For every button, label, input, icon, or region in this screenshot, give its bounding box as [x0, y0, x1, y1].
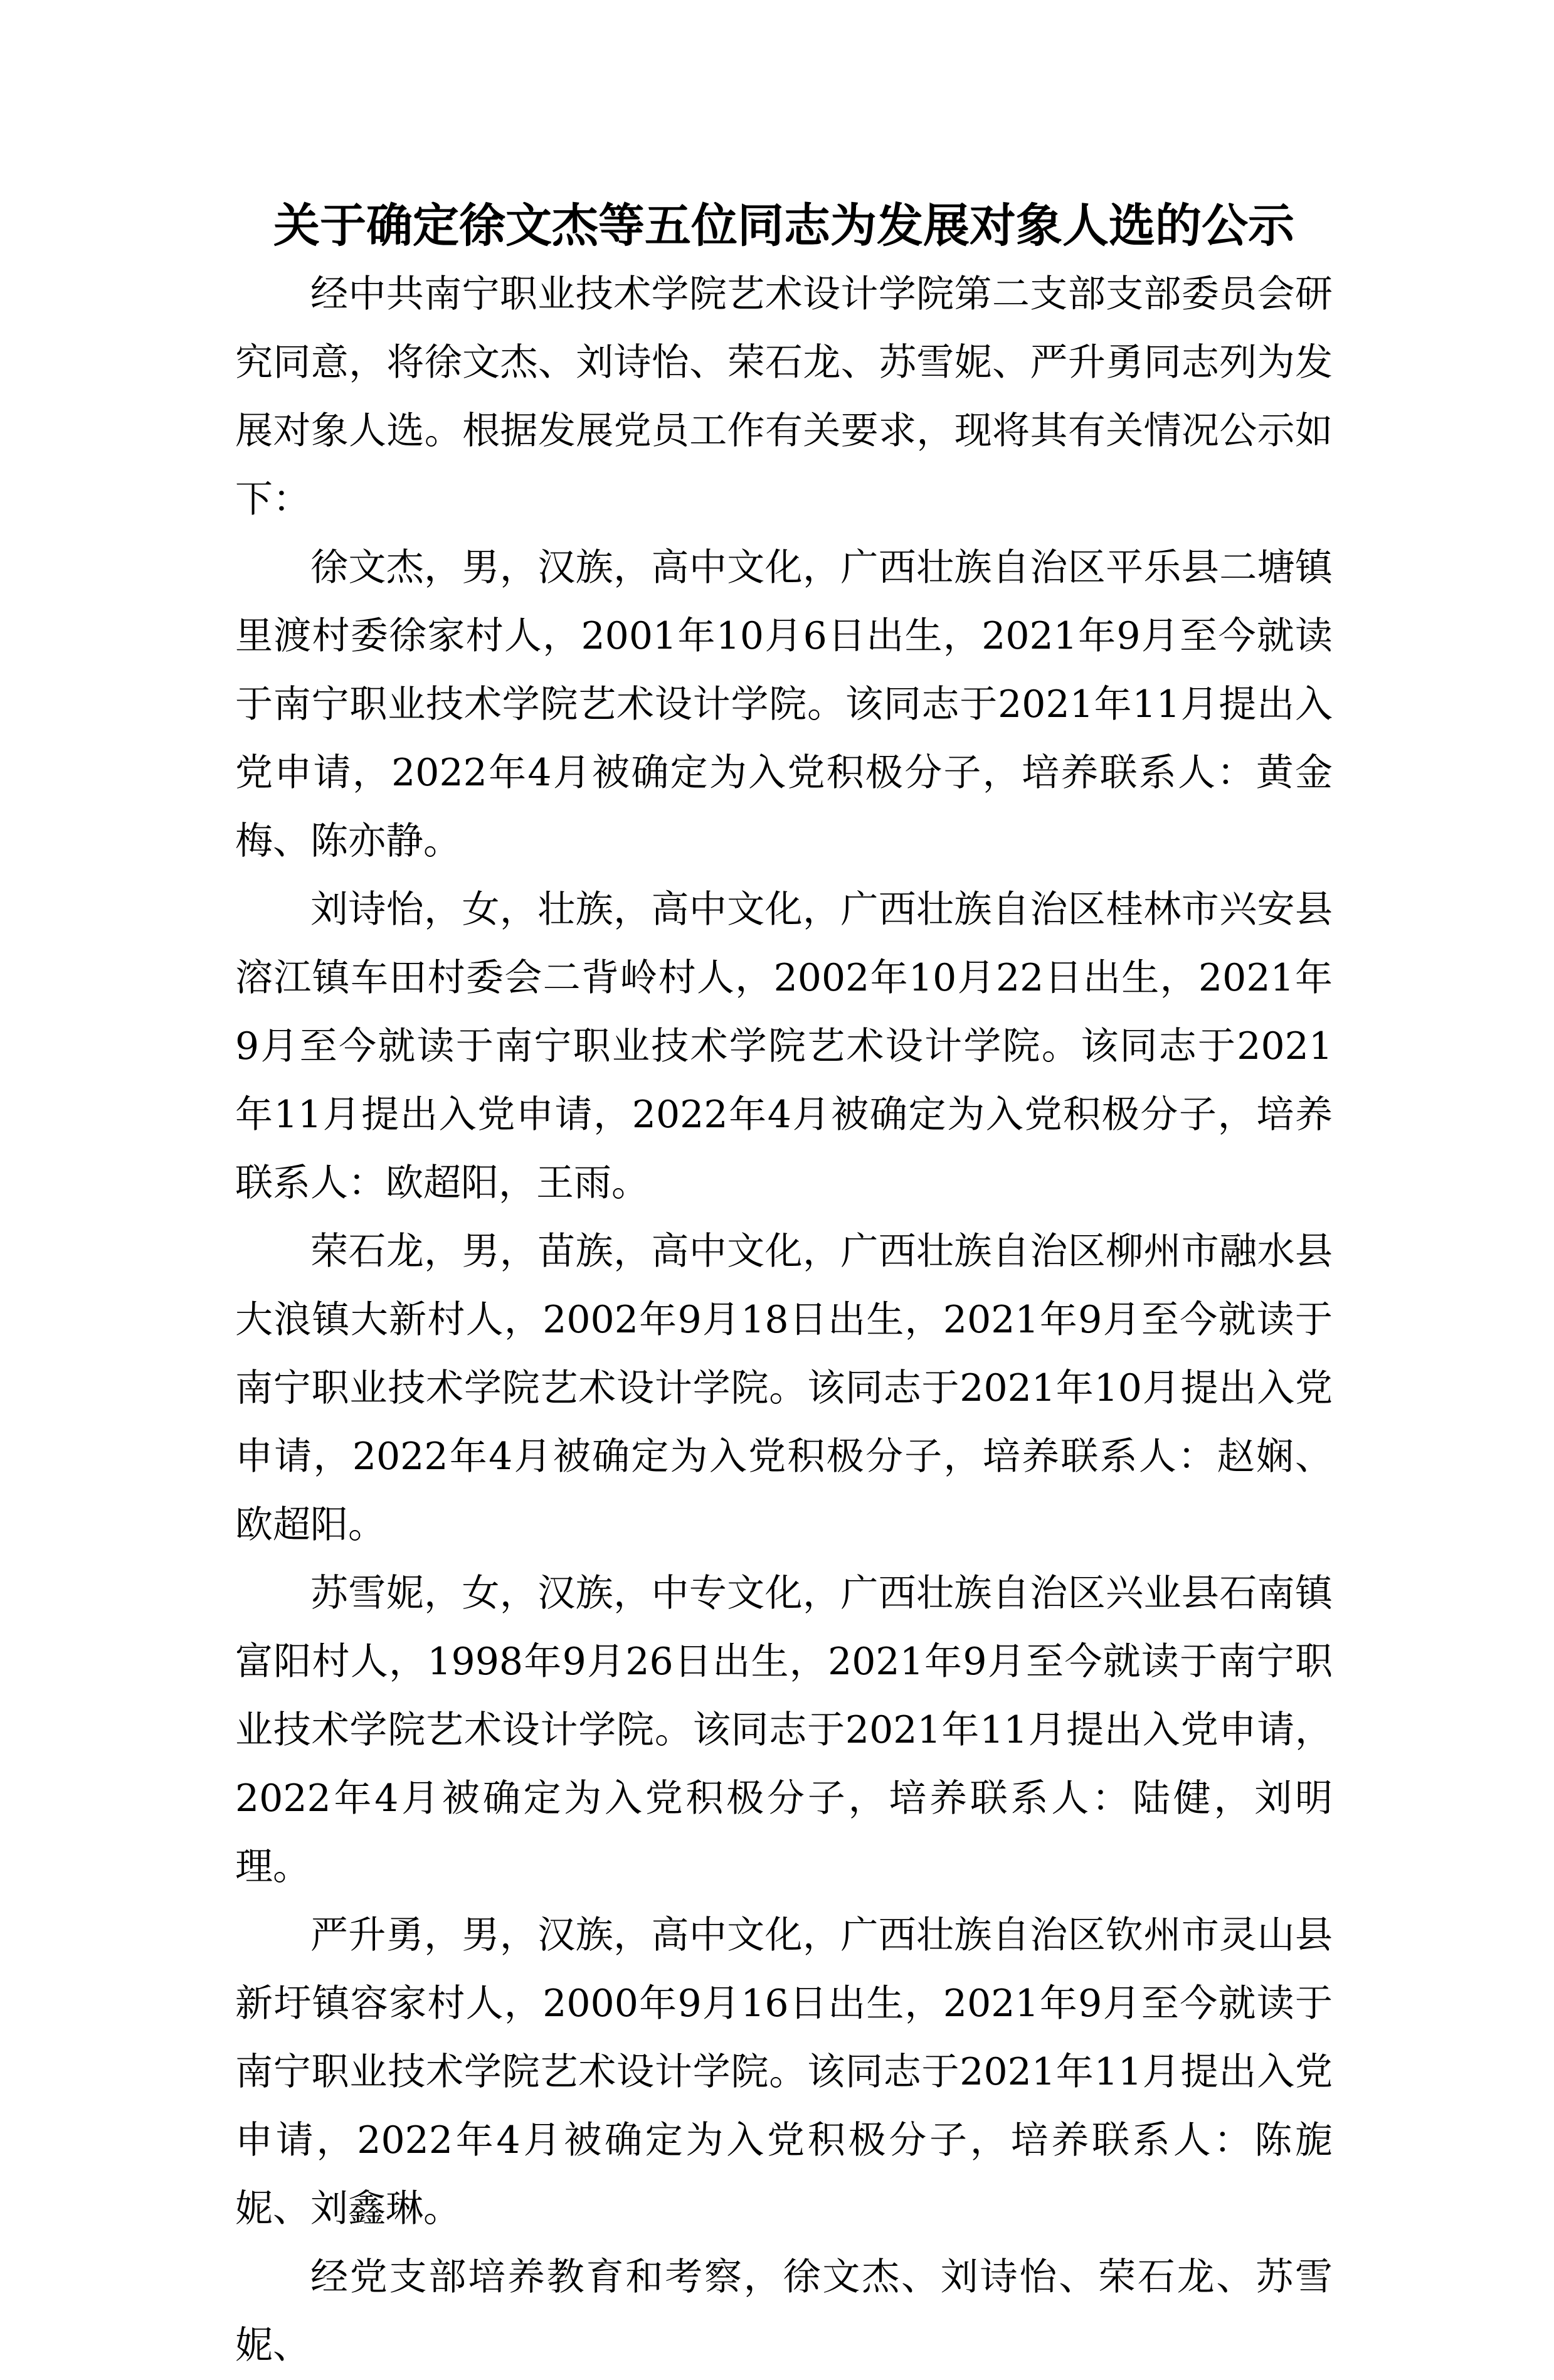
paragraph-candidate-yan-shengyong: 严升勇，男，汉族，高中文化，广西壮族自治区钦州市灵山县新圩镇容家村人，2000年9月16日出生，2021年9月至今就读于南宁职业技术学院艺术设计学院。该同志于2021年11月提出入党申请，2022年4月被确定为入党积极分子，培养联系人：陈旎妮、刘鑫琳。 [235, 1913, 1333, 2231]
paragraph-candidate-xu-wenjie: 徐文杰，男，汉族，高中文化，广西壮族自治区平乐县二塘镇里渡村委徐家村人，2001年10月6日出生，2021年9月至今就读于南宁职业技术学院艺术设计学院。该同志于2021年11月提出入党申请，2022年4月被确定为入党积极分子，培养联系人：黄金梅、陈亦静。 [235, 546, 1333, 863]
paragraph-candidate-su-xueni: 苏雪妮，女，汉族，中专文化，广西壮族自治区兴业县石南镇富阳村人，1998年9月26日出生，2021年9月至今就读于南宁职业技术学院艺术设计学院。该同志于2021年11月提出入党申请，2022年4月被确定为入党积极分子，培养联系人：陆健，刘明理。 [235, 1571, 1333, 1889]
paragraph-candidate-liu-shiyi: 刘诗怡，女，壮族，高中文化，广西壮族自治区桂林市兴安县溶江镇车田村委会二背岭村人，2002年10月22日出生，2021年9月至今就读于南宁职业技术学院艺术设计学院。该同志于2021年11月提出入党申请，2022年4月被确定为入党积极分子，培养联系人：欧超阳，王雨。 [235, 888, 1333, 1205]
paragraph-candidate-rong-shilong: 荣石龙，男，苗族，高中文化，广西壮族自治区柳州市融水县大浪镇大新村人，2002年9月18日出生，2021年9月至今就读于南宁职业技术学院艺术设计学院。该同志于2021年10月提出入党申请，2022年4月被确定为入党积极分子，培养联系人：赵娴、欧超阳。 [235, 1230, 1333, 1547]
document-title: 关于确定徐文杰等五位同志为发展对象人选的公示 [273, 199, 1294, 253]
paragraph-conclusion: 经党支部培养教育和考察，徐文杰、刘诗怡、荣石龙、苏雪妮、 [235, 2255, 1333, 2367]
document-body [235, 191, 1333, 2380]
paragraph-intro: 经中共南宁职业技术学院艺术设计学院第二支部支部委员会研究同意，将徐文杰、刘诗怡、荣石龙、苏雪妮、严升勇同志列为发展对象人选。根据发展党员工作有关要求，现将其有关情况公示如下： [235, 272, 1333, 521]
